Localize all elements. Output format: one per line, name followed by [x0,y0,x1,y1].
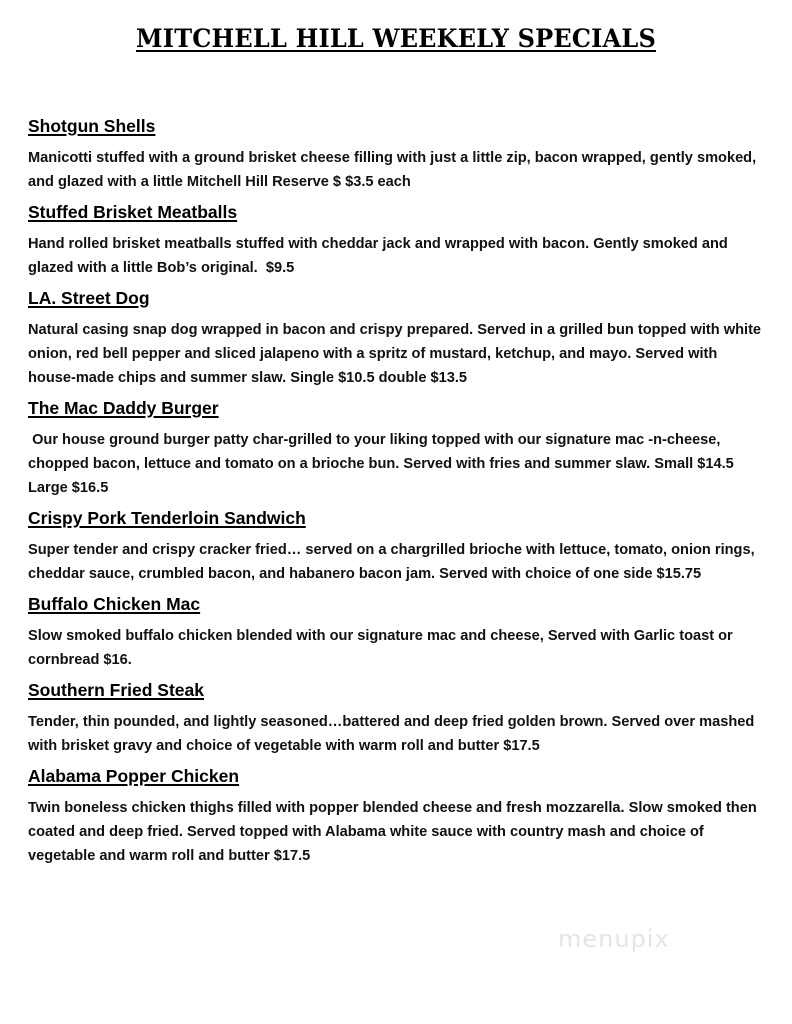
menu-item-description: Our house ground burger patty char-grilled to your liking topped with our signature mac -n-cheese, chopped bacon, lettuce and tomato on a brioche bun. Served with fries and summer slaw. Small $14.5 Large $16.5 [28,432,738,496]
menu-item-description: Tender, thin pounded, and lightly seasoned…battered and deep fried golden brown. Served over mashed with brisket gravy and choice of vegetable with warm roll and butter $17.5 [28,714,759,754]
menu-item [28,764,768,868]
menu-item-name: The Mac Daddy Burger [28,398,219,418]
menu-item [28,678,768,758]
menu-item [28,200,768,280]
menu-item-description: Natural casing snap dog wrapped in bacon and crispy prepared. Served in a grilled bun topped with white onion, red bell pepper and sliced jalapeno with a spritz of mustard, ketchup, and mayo. Served with house-made chips and summer slaw. Single $10.5 double $13.5 [28,322,766,386]
menu-item [28,114,768,194]
menu-item-name: Buffalo Chicken Mac [28,594,201,614]
menu-item-description: Twin boneless chicken thighs filled with popper blended cheese and fresh mozzarella. Slow smoked then coated and deep fried. Served topped with Alabama white sauce with country mash and choice of vegetable and warm roll and butter $17.5 [28,800,761,864]
menu-item-name: Stuffed Brisket Meatballs [28,202,238,222]
menu-item-description: Super tender and crispy cracker fried… served on a chargrilled brioche with lettuce, tomato, onion rings, cheddar sauce, crumbled bacon, and habanero bacon jam. Served with choice of one side $15.75 [28,542,759,582]
menu-item-name: Shotgun Shells [28,116,156,136]
menu-item-name: LA. Street Dog [28,288,150,308]
menu-items [28,114,768,868]
menu-item-name: Crispy Pork Tenderloin Sandwich [28,508,306,528]
menu-item-description: Manicotti stuffed with a ground brisket cheese filling with just a little zip, bacon wrapped, gently smoked, and glazed with a little Mitchell Hill Reserve $ $3.5 each [28,150,761,190]
menu-item-description: Hand rolled brisket meatballs stuffed with cheddar jack and wrapped with bacon. Gently smoked and glazed with a little Bob’s original. $9.5 [28,236,732,276]
menu-item [28,396,768,500]
menu-item [28,592,768,672]
menu-item [28,286,768,390]
watermark: menupix [558,925,670,953]
menu-item-name: Alabama Popper Chicken [28,766,240,786]
menu-item-name: Southern Fried Steak [28,680,205,700]
page-title: MITCHELL HILL WEEKELY SPECIALS [136,24,656,53]
menu-item-description: Slow smoked buffalo chicken blended with our signature mac and cheese, Served with Garlic toast or cornbread $16. [28,628,737,668]
menu-item [28,506,768,586]
